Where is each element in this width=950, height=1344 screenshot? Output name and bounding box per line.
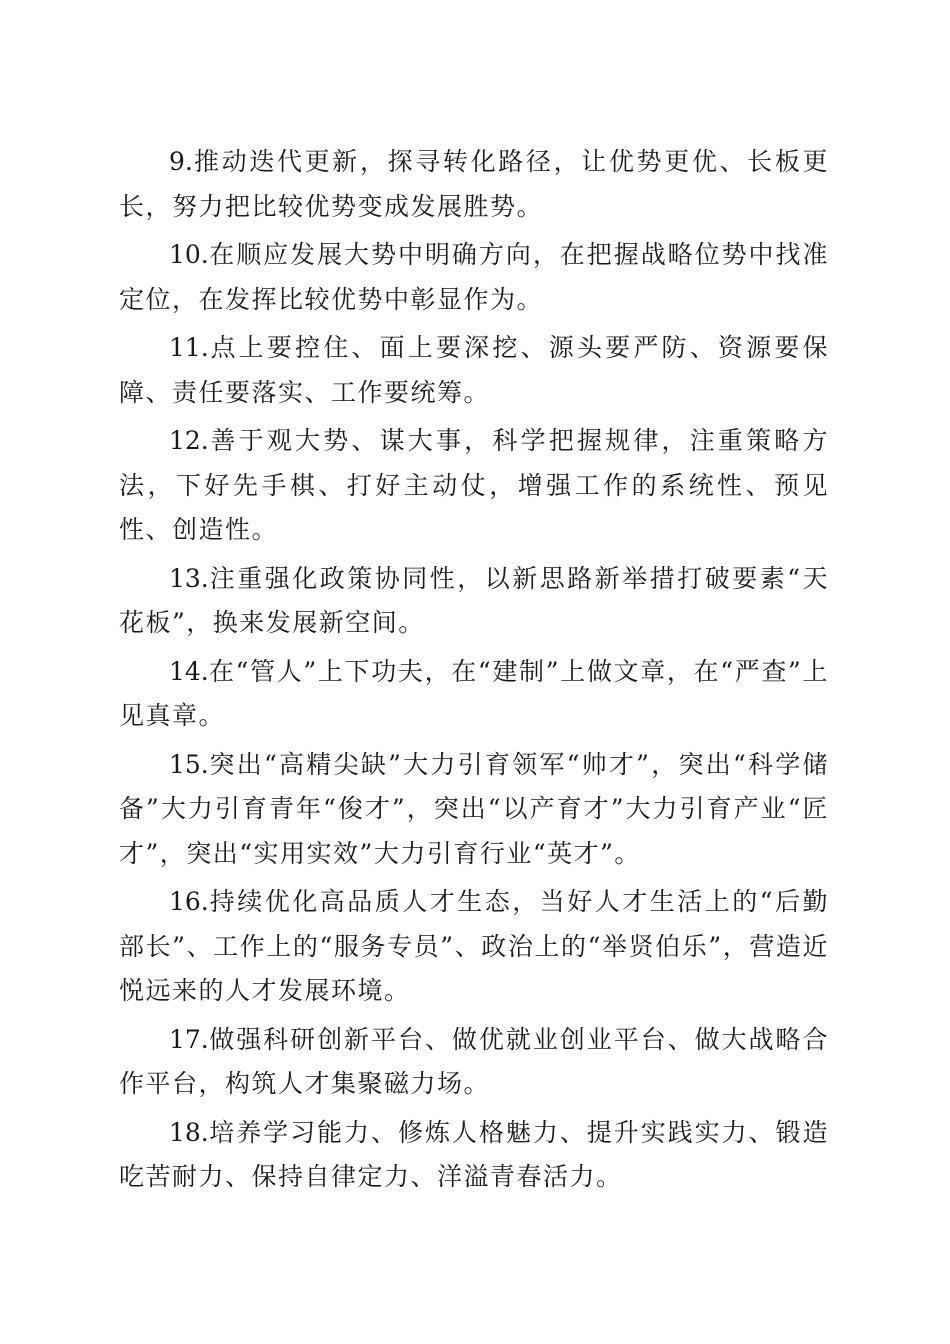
paragraph-14 [119,650,829,739]
paragraph-18 [119,1111,829,1200]
paragraph-number: 10. [169,240,209,269]
paragraph-number: 11. [169,333,209,362]
paragraph-text: 突出“高精尖缺”大力引育领军“帅才”，突出“科学储备”大力引育青年“俊才”，突出“以产育才”大力引育产业“匠才”，突出“实用实效”大力引育行业“英才”。 [119,749,829,868]
paragraph-number: 14. [169,656,209,686]
paragraph-text: 点上要控住、面上要深挖、源头要严防、资源要保障、责任要落实、工作要统筹。 [119,333,829,407]
paragraph-text: 在“管人”上下功夫，在“建制”上做文章，在“严查”上见真章。 [119,656,829,730]
paragraph-number: 17. [169,1024,209,1054]
paragraph-11 [119,326,829,415]
paragraph-number: 9. [169,147,193,176]
paragraph-12 [119,419,829,553]
paragraph-13 [119,557,829,646]
paragraph-text: 持续优化高品质人才生态，当好人才生活上的“后勤部长”、工作上的“服务专员”、政治上的“举贤伯乐”，营造近悦远来的人才发展环境。 [119,887,829,1005]
paragraph-text: 善于观大势、谋大事，科学把握规律，注重策略方法，下好先手棋、打好主动仗，增强工作的系统性、预见性、创造性。 [119,426,829,544]
paragraph-number: 15. [169,749,209,779]
paragraph-15 [119,743,829,877]
paragraph-text: 做强科研创新平台、做优就业创业平台、做大战略合作平台，构筑人才集聚磁力场。 [119,1024,829,1098]
paragraph-16 [119,880,829,1014]
paragraph-number: 12. [169,426,209,455]
paragraph-number: 16. [169,887,209,916]
paragraph-9 [119,140,829,229]
document-body [119,140,829,1204]
paragraph-text: 培养学习能力、修炼人格魅力、提升实践实力、锻造吃苦耐力、保持自律定力、洋溢青春活力。 [119,1117,829,1191]
paragraph-text: 注重强化政策协同性，以新思路新举措打破要素“天花板”，换来发展新空间。 [119,563,829,637]
paragraph-17 [119,1018,829,1107]
paragraph-10 [119,233,829,322]
paragraph-number: 18. [169,1117,209,1147]
paragraph-number: 13. [169,563,209,593]
paragraph-text: 推动迭代更新，探寻转化路径，让优势更优、长板更长，努力把比较优势变成发展胜势。 [119,147,829,221]
paragraph-text: 在顺应发展大势中明确方向，在把握战略位势中找准定位，在发挥比较优势中彰显作为。 [119,240,829,314]
